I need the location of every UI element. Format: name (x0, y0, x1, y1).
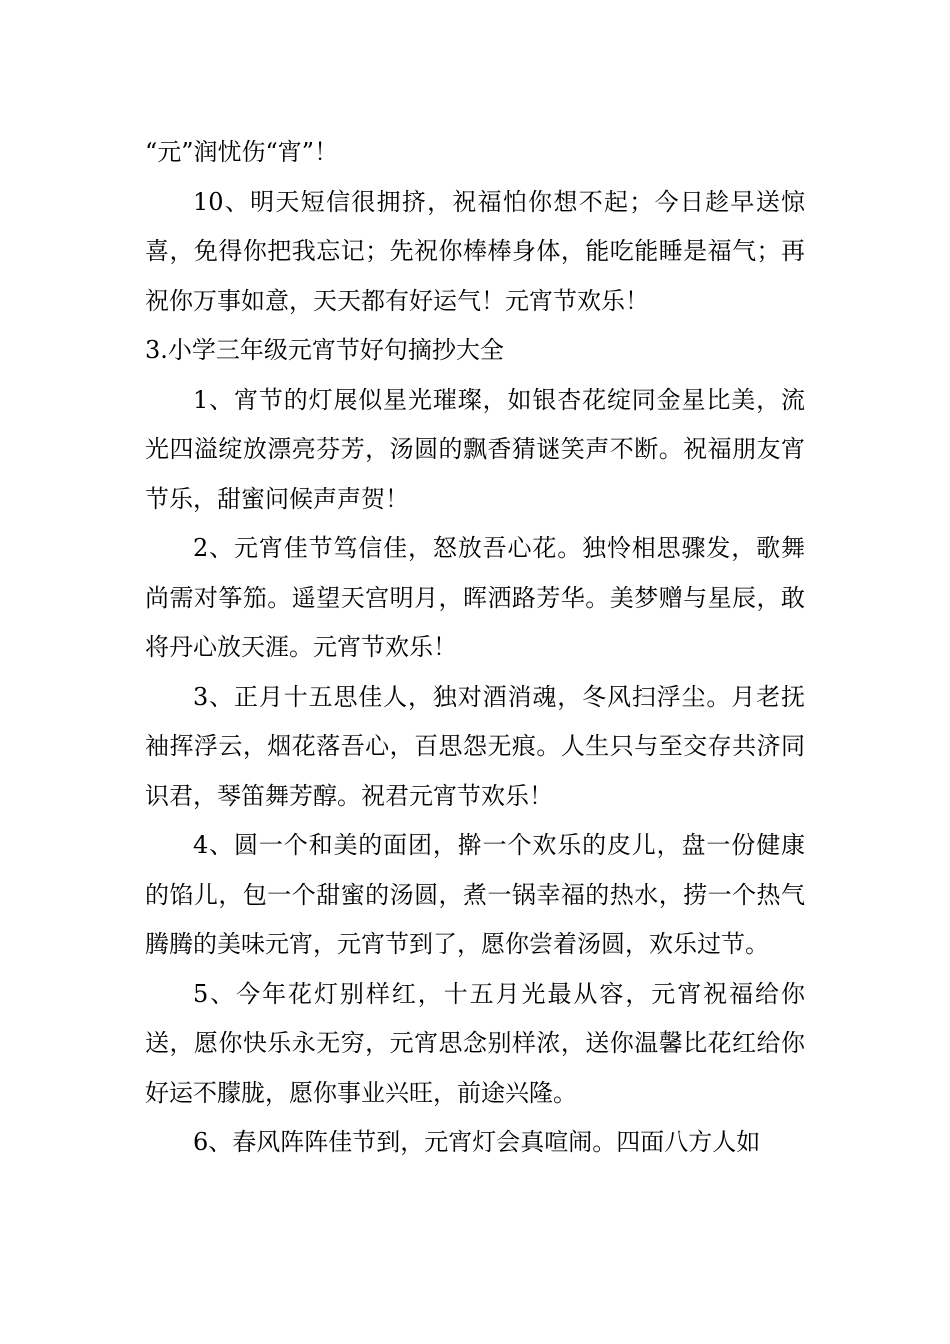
paragraph-item-2: 2、元宵佳节笃信佳，怒放吾心花。独怜相思骤发，歌舞尚需对筝笳。遥望天宫明月，晖洒路芳华。美梦赠与星辰，敢将丹心放天涯。元宵节欢乐！ (145, 534, 805, 661)
paragraph-item-6: 6、春风阵阵佳节到，元宵灯会真喧闹。四面八方人如 (193, 1128, 761, 1156)
paragraph-item-5: 5、今年花灯别样红，十五月光最从容，元宵祝福给你送，愿你快乐永无穷，元宵思念别样浓，送你温馨比花红给你好运不朦胧，愿你事业兴旺，前途兴隆。 (145, 979, 805, 1107)
paragraph-item-3: 3、正月十五思佳人，独对酒消魂，冬风扫浮尘。月老抚袖挥浮云，烟花落吾心，百思怨无痕。人生只与至交存共济同识君，琴笛舞芳醇。祝君元宵节欢乐！ (145, 682, 805, 810)
paragraph-item-10: 10、明天短信很拥挤，祝福怕你想不起；今日趁早送惊喜，免得你把我忘记；先祝你棒棒身体，能吃能睡是福气；再祝你万事如意，天天都有好运气！元宵节欢乐！ (145, 187, 805, 315)
paragraph-item-4: 4、圆一个和美的面团，擀一个欢乐的皮儿，盘一份健康的馅儿，包一个甜蜜的汤圆，煮一锅幸福的热水，捞一个热气腾腾的美味元宵，元宵节到了，愿你尝着汤圆，欢乐过节。 (145, 831, 805, 958)
section-heading: 3.小学三年级元宵节好句摘抄大全 (145, 336, 504, 364)
paragraph-item-1: 1、宵节的灯展似星光璀璨，如银杏花绽同金星比美，流光四溢绽放漂亮芬芳，汤圆的飘香猜谜笑声不断。祝福朋友宵节乐，甜蜜问候声声贺！ (145, 385, 805, 513)
paragraph-continuation: “元”润忧伤“宵”！ (145, 138, 339, 166)
